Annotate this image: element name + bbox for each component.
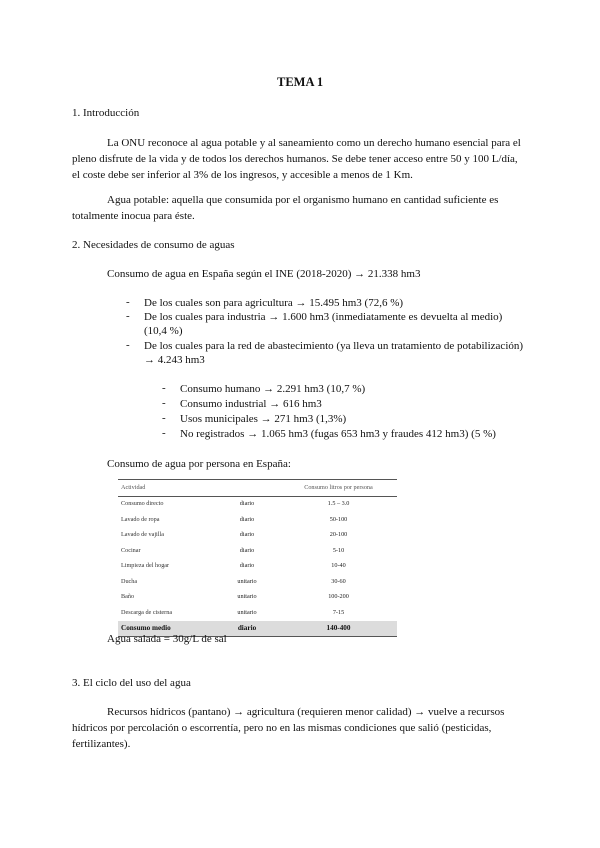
section-2-heading: 2. Necesidades de consumo de aguas xyxy=(72,239,235,251)
table-header-activity: Actividad xyxy=(118,480,214,497)
table-cell: Lavado de ropa xyxy=(121,515,160,523)
table-row xyxy=(118,605,397,621)
table-cell: 30-60 xyxy=(331,577,346,585)
table-cell: Ducha xyxy=(121,577,138,585)
table-cell: 50-100 xyxy=(329,515,348,523)
table-cell: unitario xyxy=(237,593,257,601)
table-cell: diario xyxy=(239,531,255,539)
table-cell: Cocinar xyxy=(121,546,141,554)
bullet-dash: - xyxy=(126,296,130,308)
salt-water-line: Agua salada = 30g/L de sal xyxy=(107,633,227,645)
table-cell: unitario xyxy=(237,608,257,616)
table-cell: Lavado de vajilla xyxy=(121,531,164,539)
section-3-heading: 3. El ciclo del uso del agua xyxy=(72,677,191,689)
sub-bullet-dash: - xyxy=(162,382,166,394)
table-total-value: 140-400 xyxy=(280,621,397,637)
table-cell: Limpieza del hogar xyxy=(121,562,170,570)
table-row xyxy=(118,543,397,559)
table-header-row xyxy=(118,480,397,497)
table-total-label: Consumo medio xyxy=(118,621,214,637)
table-cell: Descarga de cisterna xyxy=(121,608,173,616)
table-cell: diario xyxy=(239,562,255,570)
bullet-supply-line-1: De los cuales para la red de abastecimiento (ya lleva un tratamiento de potabilización) xyxy=(144,340,524,352)
table-cell: Consumo directo xyxy=(121,500,164,508)
sub-bullet-unregistered: No registrados → 1.065 hm3 (fugas 653 hm3 y fraudes 412 hm3) (5 %) xyxy=(180,428,496,440)
table-cell: 100-200 xyxy=(328,593,349,601)
definition-line-2: totalmente inocua para éste. xyxy=(72,210,195,222)
table-cell: 7-15 xyxy=(332,608,345,616)
table-total-frequency: diario xyxy=(214,621,280,637)
table-cell: 5-10 xyxy=(332,546,345,554)
table-cell: diario xyxy=(239,546,255,554)
bullet-dash: - xyxy=(126,310,130,322)
table-row xyxy=(118,528,397,544)
sub-bullet-municipal: Usos municipales → 271 hm3 (1,3%) xyxy=(180,413,347,425)
table-cell: diario xyxy=(239,500,255,508)
table-caption: Consumo de agua por persona en España: xyxy=(107,458,291,470)
sub-bullet-dash: - xyxy=(162,412,166,424)
consumption-total-line: Consumo de agua en España según el INE (2018-2020) → 21.338 hm3 xyxy=(107,268,421,280)
intro-paragraph-line-1: La ONU reconoce al agua potable y al saneamiento como un derecho humano esencial para el xyxy=(107,137,521,149)
document-title: TEMA 1 xyxy=(277,75,324,89)
cycle-paragraph-line-1: Recursos hídricos (pantano) → agricultura (requieren menor calidad) → vuelve a recursos xyxy=(107,706,505,718)
intro-paragraph-line-2: pleno disfrute de la vida y de todos los derechos humanos. Se debe tener acceso entre 50 y 100 L/día, xyxy=(72,153,518,165)
table-row xyxy=(118,559,397,575)
sub-bullet-human: Consumo humano → 2.291 hm3 (10,7 %) xyxy=(180,383,366,395)
table-row xyxy=(118,496,397,512)
table-cell: unitario xyxy=(237,577,257,585)
bullet-industry-line-2: (10,4 %) xyxy=(144,325,183,337)
water-consumption-table xyxy=(118,479,397,637)
table-row xyxy=(118,574,397,590)
sub-bullet-dash: - xyxy=(162,427,166,439)
table-header-frequency xyxy=(214,480,280,497)
table-row xyxy=(118,590,397,606)
bullet-supply-line-2: → 4.243 hm3 xyxy=(144,354,205,366)
intro-paragraph-line-3: el coste debe ser inferior al 3% de los ingresos, y accesible a menos de 1 Km. xyxy=(72,169,413,181)
table-cell: 10-40 xyxy=(331,562,346,570)
sub-bullet-dash: - xyxy=(162,397,166,409)
table-cell: 20-100 xyxy=(329,531,348,539)
table-header-liters: Consumo litros por persona xyxy=(280,480,397,497)
sub-bullet-industrial: Consumo industrial → 616 hm3 xyxy=(180,398,322,410)
bullet-industry-line-1: De los cuales para industria → 1.600 hm3 (inmediatamente es devuelta al medio) xyxy=(144,311,503,323)
section-1-heading: 1. Introducción xyxy=(72,107,140,119)
cycle-paragraph-line-3: fertilizantes). xyxy=(72,738,131,750)
cycle-paragraph-line-2: hídricos por percolación o escorrentía, pero no en las mismas condiciones que salió (pesticidas, xyxy=(72,722,492,734)
definition-line-1: Agua potable: aquella que consumida por el organismo humano en cantidad suficiente es xyxy=(107,194,499,206)
bullet-dash: - xyxy=(126,339,130,351)
table-row xyxy=(118,512,397,528)
table-cell: Baño xyxy=(121,593,135,601)
table-cell: 1.5 – 3.0 xyxy=(327,500,350,508)
bullet-agriculture: De los cuales son para agricultura → 15.495 hm3 (72,6 %) xyxy=(144,297,404,309)
table-cell: diario xyxy=(239,515,255,523)
